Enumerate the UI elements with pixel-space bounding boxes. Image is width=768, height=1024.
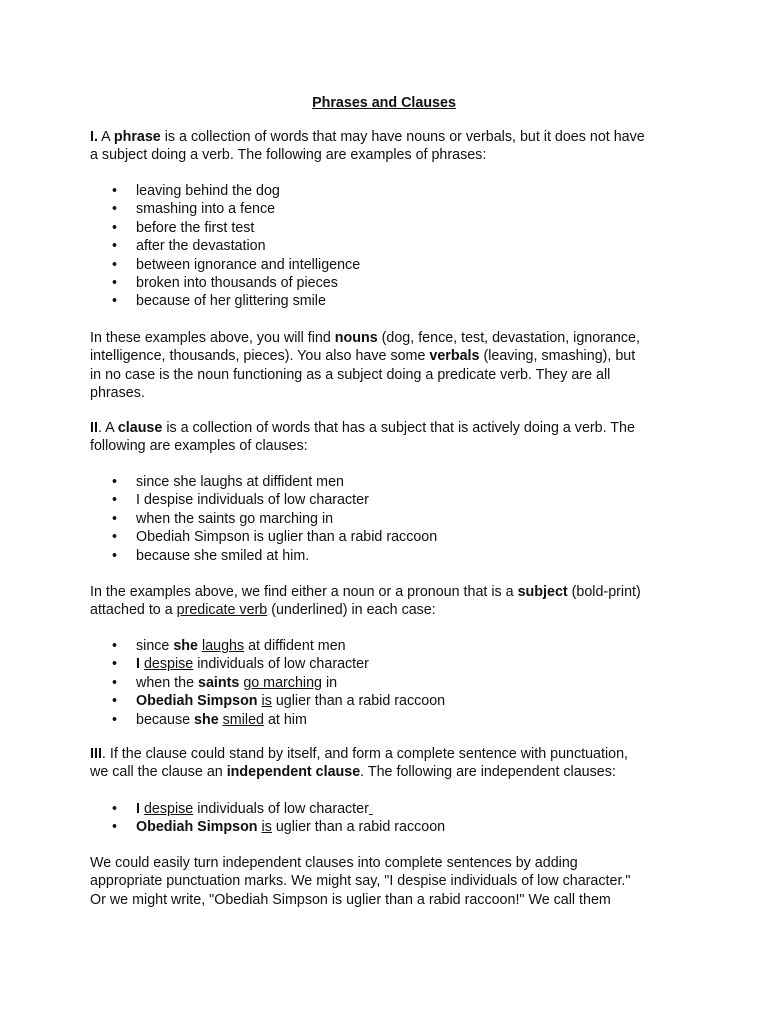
section-2-intro — [90, 419, 690, 456]
verb-word: is — [261, 693, 272, 710]
subject-word: she — [173, 638, 198, 654]
line — [90, 584, 641, 600]
text: (underlined) in each case: — [267, 602, 436, 619]
term-nouns: nouns — [334, 330, 378, 346]
section-number: I. — [90, 129, 98, 145]
text: individuals of low character — [193, 801, 369, 817]
section-3-intro — [90, 745, 690, 782]
term-subject: subject — [517, 584, 568, 600]
text: (dog, fence, test, devastation, ignorance, — [377, 330, 640, 346]
list-item: • between ignorance and intelligence — [90, 256, 690, 274]
line — [90, 420, 635, 436]
verb-word: laughs — [201, 638, 245, 654]
verb-word: smiled — [222, 711, 264, 728]
verb-word: despise — [143, 801, 194, 817]
text: attached to a — [90, 602, 177, 619]
text: in — [322, 674, 338, 691]
text: at him — [263, 711, 307, 728]
phrase-examples-list — [90, 182, 690, 311]
text: . A — [97, 420, 118, 436]
verb-word: is — [261, 819, 272, 836]
line: Or we might write, "Obediah Simpson is uglier than a rabid raccoon!" We call them — [90, 891, 611, 908]
text: because — [136, 711, 195, 728]
text — [369, 801, 373, 817]
line: in no case is the noun functioning as a subject doing a predicate verb. They are all — [90, 366, 611, 383]
text: (leaving, smashing), but — [479, 348, 636, 365]
list-item: • because she smiled at him. — [90, 547, 690, 565]
subject-word: saints — [198, 674, 240, 691]
list-item: • smashing into a fence — [90, 200, 690, 218]
line: We could easily turn independent clauses into complete sentences by adding — [90, 855, 578, 871]
list-item: • leaving behind the dog — [90, 182, 690, 200]
clause-examples-list — [90, 473, 690, 565]
term-phrase: phrase — [113, 129, 161, 145]
line — [90, 348, 635, 364]
list-item: • because of her glittering smile — [90, 292, 690, 310]
text: In the examples above, we find either a noun or a pronoun that is a — [90, 584, 518, 600]
subject-word: I — [136, 801, 140, 817]
subject-word: Obediah Simpson — [136, 819, 258, 836]
list-item: • broken into thousands of pieces — [90, 274, 690, 292]
list-item — [90, 800, 690, 818]
list-item — [90, 692, 690, 710]
list-item — [90, 818, 690, 836]
text: individuals of low character — [193, 656, 369, 673]
section-number: III — [90, 746, 102, 762]
term-verbals: verbals — [429, 348, 480, 365]
text: (bold-print) — [567, 584, 641, 600]
text: at diffident men — [244, 638, 346, 654]
term-independent-clause: independent clause — [226, 764, 361, 781]
line — [90, 330, 640, 346]
section-1-intro — [90, 128, 690, 165]
punctuation-paragraph — [90, 854, 690, 909]
list-item: • after the devastation — [90, 237, 690, 255]
line — [90, 602, 436, 618]
list-item — [90, 711, 690, 729]
line: a subject doing a verb. The following are examples of phrases: — [90, 147, 487, 164]
verb-word: go marching — [243, 674, 322, 691]
text: In these examples above, you will find — [90, 330, 335, 346]
text: when the — [136, 674, 198, 691]
section-number: II — [90, 420, 98, 436]
line: following are examples of clauses: — [90, 438, 308, 455]
nouns-verbals-paragraph — [90, 329, 690, 403]
text: . If the clause could stand by itself, and form a complete sentence with punctuation, — [101, 746, 629, 762]
list-item: • since she laughs at diffident men — [90, 473, 690, 491]
list-item — [90, 674, 690, 692]
text: we call the clause an — [90, 764, 227, 781]
line — [90, 746, 628, 762]
text: since — [136, 638, 174, 654]
subject-word: Obediah Simpson — [136, 693, 258, 710]
text: A — [97, 129, 114, 145]
term-predicate-verb: predicate verb — [176, 602, 268, 619]
list-item — [90, 655, 690, 673]
verb-word: despise — [143, 656, 194, 673]
text: . The following are independent clauses: — [360, 764, 616, 781]
text: uglier than a rabid raccoon — [271, 819, 446, 836]
text: uglier than a rabid raccoon — [271, 693, 446, 710]
independent-clauses-list — [90, 800, 690, 837]
list-item: • before the first test — [90, 219, 690, 237]
page-title: Phrases and Clauses — [312, 95, 456, 111]
text: is a collection of words that has a subject that is actively doing a verb. The — [162, 420, 635, 436]
list-item — [90, 637, 690, 655]
line — [90, 129, 645, 145]
annotated-clauses-list — [90, 637, 690, 729]
list-item: • I despise individuals of low character — [90, 491, 690, 509]
line — [90, 764, 616, 780]
text: intelligence, thousands, pieces). You also have some — [90, 348, 430, 365]
term-clause: clause — [117, 420, 163, 436]
text: is a collection of words that may have nouns or verbals, but it does not have — [160, 129, 645, 145]
subject-word: I — [136, 656, 140, 673]
subject-predicate-paragraph — [90, 583, 690, 620]
line: appropriate punctuation marks. We might say, "I despise individuals of low character." — [90, 873, 631, 890]
line: phrases. — [90, 385, 145, 402]
list-item: • Obediah Simpson is uglier than a rabid raccoon — [90, 528, 690, 546]
list-item: • when the saints go marching in — [90, 510, 690, 528]
subject-word: she — [194, 711, 219, 728]
